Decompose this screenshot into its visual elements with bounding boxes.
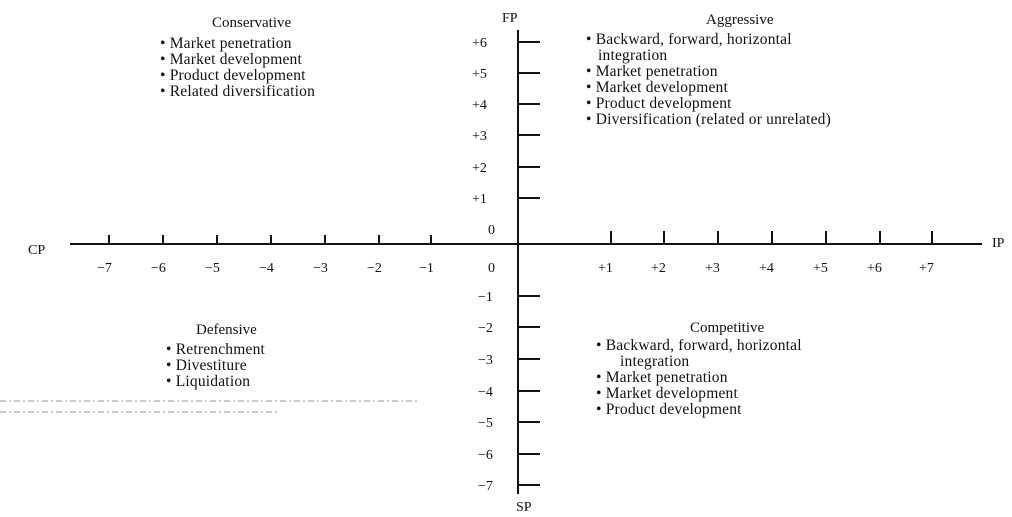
y-tick-label: −5	[478, 416, 493, 431]
strategy-item: • Market penetration	[160, 35, 292, 52]
strategy-item: • Market penetration	[596, 369, 728, 386]
y-tick-label: +4	[472, 98, 487, 113]
x-tick-label: +7	[919, 261, 934, 276]
y-tick-label: −7	[478, 479, 493, 494]
strategy-item: • Market penetration	[586, 63, 718, 80]
quadrant-title: Aggressive	[706, 12, 774, 28]
x-tick-label: +2	[651, 261, 666, 276]
y-tick-label: −6	[478, 448, 493, 463]
strategy-item: • Diversification (related or unrelated)	[586, 111, 831, 128]
strategy-item: • Market development	[160, 51, 302, 68]
y-tick-label: −2	[478, 321, 493, 336]
y-tick-label: +2	[472, 161, 487, 176]
quadrant-conservative	[160, 15, 315, 100]
x-tick-label: +1	[598, 261, 613, 276]
quadrant-title: Conservative	[212, 15, 292, 31]
strategy-item: • Market development	[586, 79, 728, 96]
origin-label-upper: 0	[488, 223, 495, 238]
x-tick-label: −2	[367, 261, 382, 276]
x-tick-label: −3	[313, 261, 328, 276]
y-tick-label: +1	[472, 192, 487, 207]
y-tick-label: −4	[478, 385, 493, 400]
quadrant-defensive	[166, 322, 266, 390]
y-tick-label: −3	[478, 353, 493, 368]
axis-label-sp: SP	[516, 500, 532, 515]
quadrant-competitive	[596, 320, 802, 418]
strategy-item: • Product development	[586, 95, 732, 112]
y-tick-label: +3	[472, 129, 487, 144]
x-tick-label: +6	[867, 261, 882, 276]
strategy-item: integration	[620, 353, 690, 370]
tick-marks	[109, 42, 932, 485]
y-tick-label: +6	[472, 36, 487, 51]
axis-label-cp: CP	[28, 243, 46, 258]
strategy-item: • Backward, forward, horizontal	[586, 31, 792, 48]
axis-label-fp: FP	[502, 11, 518, 26]
y-tick-label: −1	[478, 290, 493, 305]
x-tick-label: +5	[813, 261, 828, 276]
strategy-item: integration	[598, 47, 668, 64]
quadrant-title: Defensive	[196, 322, 257, 338]
strategy-item: • Related diversification	[160, 83, 316, 100]
origin-label-lower: 0	[488, 261, 495, 276]
x-tick-label: +4	[759, 261, 774, 276]
x-tick-label: −1	[419, 261, 434, 276]
strategy-item: • Product development	[596, 401, 742, 418]
strategy-item: • Market development	[596, 385, 738, 402]
x-tick-label: −7	[97, 261, 112, 276]
tick-labels	[97, 36, 934, 494]
x-tick-label: +3	[705, 261, 720, 276]
quadrant-aggressive	[586, 12, 831, 128]
strategy-item: • Product development	[160, 67, 306, 84]
x-tick-label: −5	[205, 261, 220, 276]
strategy-item: • Retrenchment	[166, 341, 266, 358]
axis-label-ip: IP	[992, 236, 1005, 251]
quadrant-title: Competitive	[690, 320, 765, 336]
strategy-item: • Divestiture	[166, 357, 247, 374]
strategy-item: • Liquidation	[166, 373, 251, 390]
x-tick-label: −6	[151, 261, 166, 276]
y-tick-label: +5	[472, 67, 487, 82]
strategy-item: • Backward, forward, horizontal	[596, 337, 802, 354]
x-tick-label: −4	[259, 261, 274, 276]
